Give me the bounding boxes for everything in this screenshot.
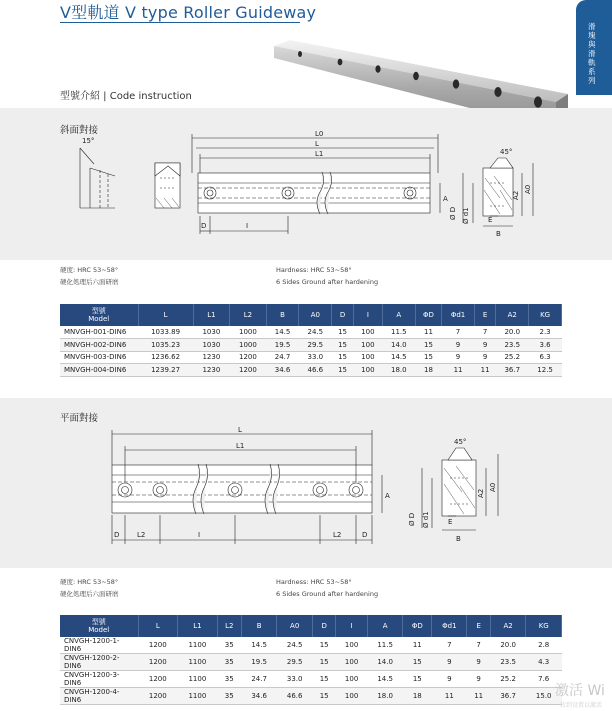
table-cell: 36.7	[490, 688, 526, 705]
table-cell: 100	[353, 326, 382, 339]
spec-table-mnvgh	[60, 304, 562, 377]
column-header: D	[312, 615, 335, 637]
table-cell: 18	[415, 364, 442, 377]
notes-cn-1	[60, 264, 119, 288]
dim-label-A2: A2	[512, 190, 520, 200]
table-cell: 29.5	[277, 654, 313, 671]
table-cell: 15	[312, 671, 335, 688]
table-cell: 36.7	[496, 364, 529, 377]
table-cell: 1200	[138, 637, 178, 654]
table-cell: 1000	[230, 339, 267, 352]
column-header: I	[353, 304, 382, 326]
table-cell: 100	[336, 637, 368, 654]
column-header-model-cn: 型號	[91, 307, 106, 315]
angled-joint-drawing	[60, 128, 550, 247]
table-cell: 11	[432, 688, 467, 705]
model-cell: CNVGH-1200-3-DIN6	[60, 671, 138, 688]
table-cell: 100	[336, 671, 368, 688]
table-cell: 7	[474, 326, 496, 339]
table-cell: 1100	[178, 671, 218, 688]
table-cell: 34.6	[266, 364, 299, 377]
dim-label-A: A	[385, 492, 390, 500]
hardness-cn: 硬度: HRC 53~58°	[60, 578, 119, 586]
dim-label-angle15: 15°	[82, 137, 95, 145]
ground-en: 6 Sides Ground after hardening	[276, 278, 379, 286]
dim-label-A: A	[443, 195, 448, 203]
column-header: L1	[178, 615, 218, 637]
table-cell: 33.0	[299, 351, 332, 364]
table-cell: 20.0	[490, 637, 526, 654]
table-cell: 9	[442, 351, 474, 364]
table-cell: 1230	[193, 364, 230, 377]
column-header: KG	[529, 304, 562, 326]
column-header: L2	[217, 615, 241, 637]
side-tab-label: 滑塊與滑軌系列	[588, 22, 596, 85]
table-cell: 1035.23	[138, 339, 193, 352]
table-row	[60, 326, 562, 339]
table-cell: 1030	[193, 339, 230, 352]
column-header: E	[474, 304, 496, 326]
table-cell: 1200	[230, 364, 267, 377]
column-header-model-en: Model	[88, 315, 110, 323]
column-header-model-en: Model	[88, 626, 110, 634]
hardness-en: Hardness: HRC 53~58°	[276, 266, 352, 274]
table-cell: 12.5	[529, 364, 562, 377]
page-title: V型軌道 V type Roller Guideway	[60, 3, 317, 22]
model-cell: MNVGH-003-DIN6	[60, 351, 138, 364]
dim-label-L1: L1	[236, 442, 245, 450]
column-header: Φd1	[442, 304, 474, 326]
hardness-en: Hardness: HRC 53~58°	[276, 578, 352, 586]
dim-label-phid1: Ø d1	[462, 207, 470, 224]
dim-label-phid1: Ø d1	[422, 511, 430, 528]
table-cell: 15	[332, 364, 354, 377]
dim-label-E: E	[488, 216, 493, 224]
table-cell: 11.5	[382, 326, 415, 339]
spec-table-cnvgh	[60, 615, 562, 705]
table-cell: 35	[217, 688, 241, 705]
table-cell: 100	[353, 351, 382, 364]
side-category-tab	[576, 0, 612, 95]
table-cell: 18.0	[382, 364, 415, 377]
table-cell: 15	[332, 326, 354, 339]
column-header-model	[60, 615, 138, 637]
code-instruction-heading: 型號介紹 | Code instruction	[60, 91, 192, 102]
dim-label-L0: L0	[315, 130, 324, 138]
model-cell: CNVGH-1200-1-DIN6	[60, 637, 138, 654]
table-row	[60, 671, 562, 688]
table-cell: 35	[217, 637, 241, 654]
flat-joint-drawing	[100, 420, 520, 554]
dim-label-B: B	[496, 230, 501, 238]
dim-label-phiD: Ø D	[449, 206, 457, 220]
table-cell: 11	[467, 688, 490, 705]
table-cell: 9	[474, 351, 496, 364]
table-cell: 14.5	[382, 351, 415, 364]
table-cell: 2.3	[529, 326, 562, 339]
table-cell: 1000	[230, 326, 267, 339]
table-cell: 100	[353, 364, 382, 377]
column-header: KG	[526, 615, 562, 637]
table-cell: 15	[403, 671, 432, 688]
table-cell: 35	[217, 654, 241, 671]
table-header-row	[60, 304, 562, 326]
notes-en-1	[276, 264, 378, 288]
column-header: A	[367, 615, 403, 637]
table-cell: 24.7	[266, 351, 299, 364]
model-cell: MNVGH-001-DIN6	[60, 326, 138, 339]
table-cell: 9	[467, 671, 490, 688]
table-cell: 1230	[193, 351, 230, 364]
table-cell: 19.5	[241, 654, 277, 671]
column-header: L	[138, 615, 178, 637]
table-cell: 11	[403, 637, 432, 654]
table-cell: 9	[442, 339, 474, 352]
table-row	[60, 654, 562, 671]
table-cell: 15	[415, 339, 442, 352]
table-cell: 23.5	[490, 654, 526, 671]
table-cell: 9	[432, 671, 467, 688]
table-cell: 100	[336, 688, 368, 705]
table-cell: 23.5	[496, 339, 529, 352]
column-header: A0	[299, 304, 332, 326]
column-header: A	[382, 304, 415, 326]
table-cell: 29.5	[299, 339, 332, 352]
column-header-model-cn: 型號	[91, 618, 106, 626]
hardness-cn: 硬度: HRC 53~58°	[60, 266, 119, 274]
table-cell: 100	[336, 654, 368, 671]
table-cell: 34.6	[241, 688, 277, 705]
table-cell: 1200	[138, 654, 178, 671]
table-cell: 7	[442, 326, 474, 339]
table-cell: 24.5	[277, 637, 313, 654]
table-cell: 7	[467, 637, 490, 654]
table-cell: 1030	[193, 326, 230, 339]
table-cell: 1200	[230, 351, 267, 364]
table-cell: 24.5	[299, 326, 332, 339]
title-underline	[60, 22, 300, 23]
table-row	[60, 688, 562, 705]
table-cell: 1100	[178, 688, 218, 705]
column-header: ΦD	[415, 304, 442, 326]
table-cell: 15	[332, 351, 354, 364]
table-cell: 11	[442, 364, 474, 377]
activation-watermark-sub: 转到设置以激活	[560, 702, 603, 709]
table-cell: 1200	[138, 671, 178, 688]
dim-label-angle45: 45°	[454, 438, 467, 446]
table-cell: 46.6	[299, 364, 332, 377]
table-cell: 11	[474, 364, 496, 377]
column-header: A2	[490, 615, 526, 637]
table-cell: 15	[312, 688, 335, 705]
dim-label-D: D	[114, 531, 120, 539]
ground-cn: 硬化処理后六面研磨	[60, 278, 119, 286]
table-cell: 1239.27	[138, 364, 193, 377]
model-cell: MNVGH-002-DIN6	[60, 339, 138, 352]
section-label-angled-joint: 斜面對接	[60, 125, 99, 136]
table-cell: 15	[312, 654, 335, 671]
table-cell: 7.6	[526, 671, 562, 688]
table-cell: 6.3	[529, 351, 562, 364]
model-cell: CNVGH-1200-2-DIN6	[60, 654, 138, 671]
dim-label-I: I	[246, 222, 249, 230]
dim-label-angle45: 45°	[500, 148, 513, 156]
dim-label-I: I	[198, 531, 201, 539]
table-cell: 20.0	[496, 326, 529, 339]
dim-label-A2: A2	[477, 488, 485, 498]
table-cell: 15	[403, 654, 432, 671]
dim-label-L2-left: L2	[137, 531, 146, 539]
column-header: D	[332, 304, 354, 326]
dim-label-B: B	[456, 535, 461, 543]
column-header: A2	[496, 304, 529, 326]
table-cell: 25.2	[490, 671, 526, 688]
table-cell: 9	[432, 654, 467, 671]
table-cell: 15.0	[526, 688, 562, 705]
table-cell: 100	[353, 339, 382, 352]
column-header: B	[241, 615, 277, 637]
table-cell: 15	[332, 339, 354, 352]
table-cell: 14.5	[266, 326, 299, 339]
column-header: ΦD	[403, 615, 432, 637]
table-cell: 7	[432, 637, 467, 654]
dim-label-D: D	[201, 222, 207, 230]
table-header-row	[60, 615, 562, 637]
table-cell: 18	[403, 688, 432, 705]
dim-label-L2-right: L2	[333, 531, 342, 539]
table-cell: 19.5	[266, 339, 299, 352]
table-cell: 2.8	[526, 637, 562, 654]
table-cell: 1033.89	[138, 326, 193, 339]
dim-label-E: E	[448, 518, 453, 526]
column-header: B	[266, 304, 299, 326]
table-cell: 1100	[178, 637, 218, 654]
table-cell: 1236.62	[138, 351, 193, 364]
column-header: L	[138, 304, 193, 326]
table-cell: 15	[312, 637, 335, 654]
table-cell: 25.2	[496, 351, 529, 364]
table-cell: 11	[415, 326, 442, 339]
table-cell: 14.0	[367, 654, 403, 671]
table-cell: 9	[467, 654, 490, 671]
dim-label-A0: A0	[489, 482, 497, 492]
column-header: Φd1	[432, 615, 467, 637]
dim-label-L: L	[315, 140, 319, 148]
column-header: E	[467, 615, 490, 637]
table-row	[60, 637, 562, 654]
table-cell: 33.0	[277, 671, 313, 688]
dim-label-phiD: Ø D	[408, 512, 416, 526]
column-header-model	[60, 304, 138, 326]
table-cell: 3.6	[529, 339, 562, 352]
dim-label-L: L	[238, 426, 242, 434]
column-header: L1	[193, 304, 230, 326]
table-cell: 14.5	[241, 637, 277, 654]
activation-watermark: 激活 Wi	[555, 683, 605, 699]
table-cell: 15	[415, 351, 442, 364]
table-cell: 14.5	[367, 671, 403, 688]
dim-label-D-right: D	[362, 531, 368, 539]
column-header: L2	[230, 304, 267, 326]
ground-en: 6 Sides Ground after hardening	[276, 590, 379, 598]
model-cell: CNVGH-1200-4-DIN6	[60, 688, 138, 705]
notes-en-2	[276, 576, 378, 600]
table-cell: 46.6	[277, 688, 313, 705]
table-cell: 35	[217, 671, 241, 688]
dim-label-A0: A0	[524, 184, 532, 194]
ground-cn: 硬化処理后六面研磨	[60, 590, 119, 598]
table-cell: 18.0	[367, 688, 403, 705]
model-cell: MNVGH-004-DIN6	[60, 364, 138, 377]
table-cell: 24.7	[241, 671, 277, 688]
table-cell: 1100	[178, 654, 218, 671]
table-cell: 1200	[138, 688, 178, 705]
table-row	[60, 339, 562, 352]
table-row	[60, 351, 562, 364]
column-header: I	[336, 615, 368, 637]
section-label-flat-joint: 平面對接	[60, 413, 99, 424]
table-cell: 4.3	[526, 654, 562, 671]
dim-label-L1: L1	[315, 150, 324, 158]
table-row	[60, 364, 562, 377]
column-header: A0	[277, 615, 313, 637]
table-cell: 14.0	[382, 339, 415, 352]
notes-cn-2	[60, 576, 119, 600]
table-cell: 11.5	[367, 637, 403, 654]
table-cell: 9	[474, 339, 496, 352]
